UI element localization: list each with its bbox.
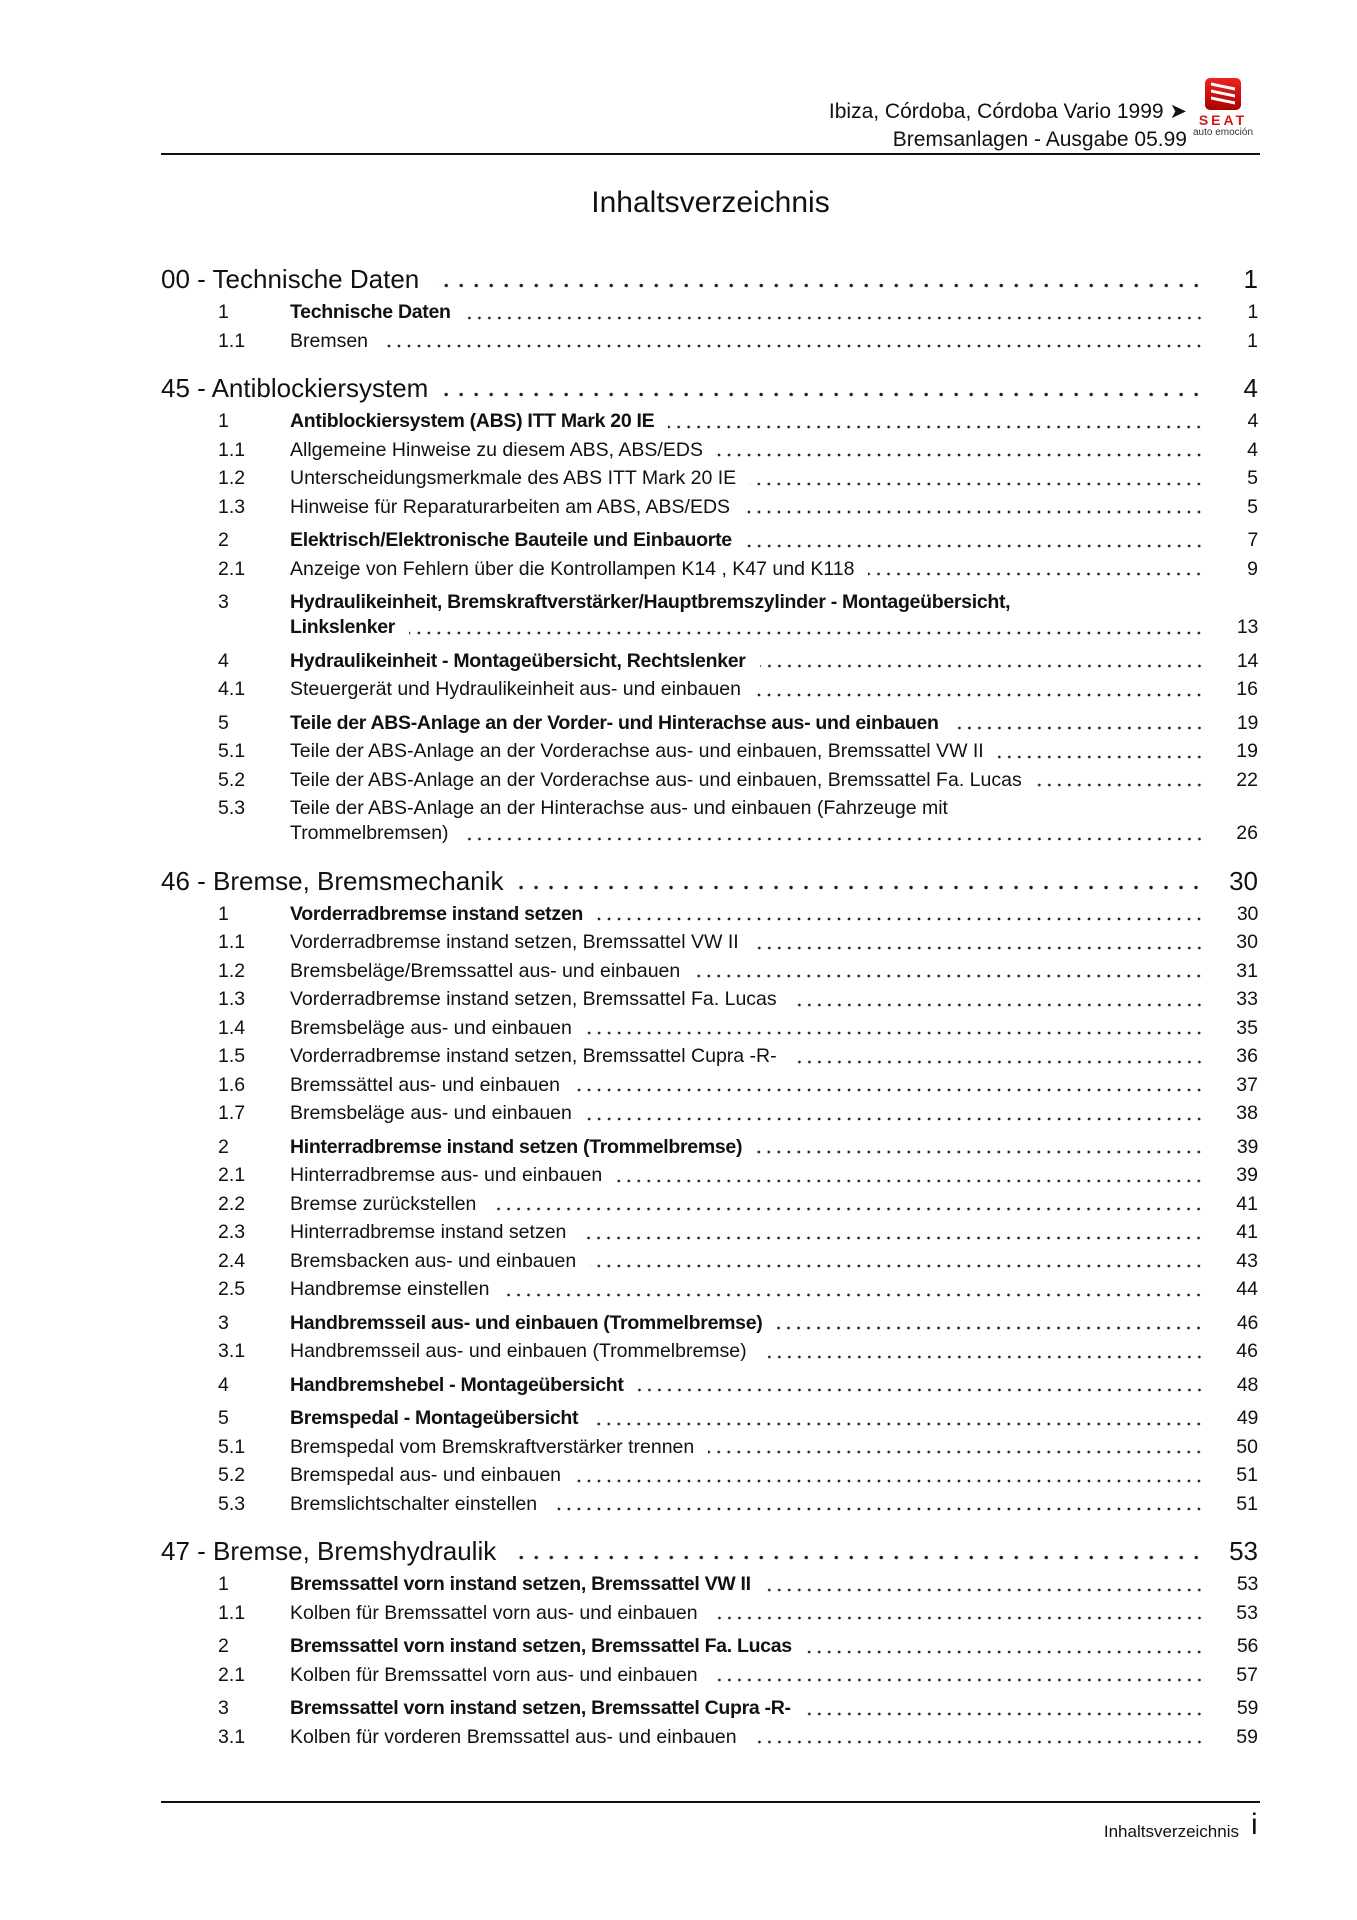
entry-number: 1	[218, 902, 229, 925]
entry-text: Kolben für Bremssattel vorn aus- und einbauen	[290, 1663, 698, 1686]
toc-entry[interactable]	[161, 766, 1258, 795]
logo-brand: SEAT	[1198, 112, 1248, 128]
toc-entry[interactable]	[161, 1190, 1258, 1219]
entry-page: 39	[1236, 1164, 1258, 1186]
entry-number: 2	[218, 1635, 229, 1657]
entry-text: Technische Daten	[290, 301, 451, 323]
entry-number: 4.1	[218, 678, 246, 700]
dot-leader	[433, 262, 1204, 296]
entry-text: Hinterradbremse instand setzen (Trommelbremse)	[290, 1135, 743, 1158]
toc-entry[interactable]	[161, 900, 1258, 929]
entry-number: 5	[218, 1407, 229, 1429]
toc-entry[interactable]	[161, 794, 1258, 848]
entry-page: 19	[1236, 740, 1258, 762]
dot-leader	[746, 526, 1204, 555]
header-edition-line: Bremsanlagen - Ausgabe 05.99	[892, 128, 1187, 151]
dot-leader	[1036, 766, 1204, 795]
entry-number: 5.1	[218, 1435, 246, 1458]
seat-logo	[1182, 78, 1264, 138]
dot-leader	[575, 1461, 1204, 1490]
dot-leader	[574, 1071, 1204, 1100]
section-title: 46 - Bremse, Bremsmechanik	[161, 865, 504, 896]
entry-page: 51	[1236, 1464, 1258, 1486]
entry-text: Bremse zurückstellen	[290, 1192, 477, 1215]
entry-page: 16	[1236, 678, 1258, 700]
entry-number: 3	[218, 591, 229, 613]
entry-number: 1.2	[218, 467, 246, 489]
dot-leader	[586, 1099, 1204, 1128]
entry-number: 2.3	[218, 1221, 246, 1243]
entry-text: Handbremse einstellen	[290, 1278, 490, 1300]
entry-page: 30	[1236, 902, 1258, 925]
footer-page-number: i	[1251, 1808, 1258, 1841]
dot-leader	[761, 1337, 1204, 1366]
toc-entry[interactable]	[161, 985, 1258, 1014]
entry-page: 53	[1236, 1573, 1258, 1595]
toc-entry[interactable]	[161, 1632, 1258, 1661]
entry-page: 46	[1236, 1340, 1258, 1362]
section-page: 4	[1243, 373, 1258, 403]
entry-text-wrap	[290, 591, 1258, 642]
toc-entry[interactable]	[161, 407, 1258, 436]
entry-text: Handbremshebel - Montageübersicht	[290, 1373, 624, 1396]
dot-leader	[776, 1309, 1204, 1338]
toc-entry[interactable]	[161, 1404, 1258, 1433]
entry-continuation	[290, 613, 1258, 642]
entry-number: 1.1	[218, 1601, 246, 1624]
entry-number: 1.4	[218, 1016, 246, 1039]
header-vehicle-line: Ibiza, Córdoba, Córdoba Vario 1999 ➤	[828, 100, 1187, 123]
entry-number: 2	[218, 1135, 229, 1158]
entry-text: Kolben für vorderen Bremssattel aus- und einbauen	[290, 1725, 737, 1748]
entry-page: 41	[1236, 1192, 1258, 1215]
dot-leader	[409, 613, 1204, 642]
header-rule	[161, 153, 1260, 155]
logo-tagline: auto emoción	[1192, 127, 1254, 138]
dot-leader	[806, 1632, 1204, 1661]
toc-entry[interactable]	[161, 1309, 1258, 1338]
entry-text: Allgemeine Hinweise zu diesem ABS, ABS/EDS	[290, 438, 703, 461]
entry-text: Vorderradbremse instand setzen	[290, 902, 583, 925]
entry-number: 1.1	[218, 931, 246, 953]
entry-number: 3.1	[218, 1725, 246, 1748]
entry-page: 53	[1236, 1601, 1258, 1624]
toc-section-heading[interactable]	[161, 262, 1258, 296]
entry-number: 5.3	[218, 797, 246, 819]
entry-text: Bremslichtschalter einstellen	[290, 1492, 538, 1515]
toc-entry[interactable]	[161, 957, 1258, 986]
entry-text: Bremsbacken aus- und einbauen	[290, 1249, 577, 1272]
entry-number: 5	[218, 711, 229, 734]
entry-text: Teile der ABS-Anlage an der Vorderachse aus- und einbauen, Bremssattel VW II	[290, 740, 984, 762]
toc-entry[interactable]	[161, 493, 1258, 522]
entry-number: 3	[218, 1311, 229, 1334]
entry-page: 14	[1236, 649, 1258, 672]
page-title: Inhaltsverzeichnis	[591, 186, 830, 219]
toc-entry[interactable]	[161, 526, 1258, 555]
dot-leader	[463, 819, 1204, 848]
entry-page: 33	[1236, 988, 1258, 1010]
entry-text: Kolben für Bremssattel vorn aus- und einbauen	[290, 1601, 698, 1624]
entry-number: 5.3	[218, 1492, 246, 1515]
entry-text: Vorderradbremse instand setzen, Bremssattel Cupra -R-	[290, 1045, 777, 1067]
toc-entry[interactable]	[161, 647, 1258, 676]
entry-text: Bremsen	[290, 329, 369, 352]
entry-text: Steuergerät und Hydraulikeinheit aus- und einbauen	[290, 678, 741, 700]
entry-text: Teile der ABS-Anlage an der Hinterachse aus- und einbauen (Fahrzeuge mit	[290, 797, 948, 819]
dot-leader	[868, 555, 1204, 584]
entry-text: Bremsbeläge/Bremssattel aus- und einbauen	[290, 959, 681, 982]
section-page: 1	[1243, 264, 1258, 294]
entry-text: Handbremsseil aus- und einbauen (Trommelbremse)	[290, 1311, 763, 1334]
entry-page: 59	[1236, 1697, 1258, 1719]
dot-leader	[490, 1190, 1204, 1219]
toc-entry[interactable]	[161, 709, 1258, 738]
dot-leader	[551, 1490, 1204, 1519]
dot-leader	[750, 464, 1204, 493]
entry-page: 37	[1236, 1073, 1258, 1096]
toc-entry[interactable]	[161, 1337, 1258, 1366]
entry-page: 1	[1247, 301, 1258, 323]
entry-continuation	[290, 819, 1258, 848]
entry-page: 59	[1236, 1725, 1258, 1748]
dot-leader	[953, 709, 1204, 738]
entry-page: 41	[1236, 1221, 1258, 1243]
entry-number: 1.3	[218, 988, 246, 1010]
entry-number: 5.1	[218, 740, 246, 762]
entry-text-continued: Linkslenker	[290, 616, 396, 638]
toc-entry[interactable]	[161, 298, 1258, 327]
dot-leader	[638, 1371, 1204, 1400]
toc-section-heading[interactable]	[161, 371, 1258, 405]
section-title: 47 - Bremse, Bremshydraulik	[161, 1536, 497, 1566]
entry-text: Anzeige von Fehlern über die Kontrollampen K14 , K47 und K118	[290, 557, 855, 580]
dot-leader	[597, 900, 1204, 929]
toc-entry[interactable]	[161, 1133, 1258, 1162]
section-title: 45 - Antiblockiersystem	[161, 373, 429, 403]
dot-leader	[590, 1247, 1204, 1276]
entry-page: 46	[1236, 1311, 1258, 1334]
toc-entry[interactable]	[161, 1371, 1258, 1400]
toc-entry[interactable]	[161, 327, 1258, 356]
dot-leader	[753, 928, 1204, 957]
entry-text: Teile der ABS-Anlage an der Vorder- und Hinterachse aus- und einbauen	[290, 711, 939, 734]
entry-page: 19	[1236, 711, 1258, 734]
dot-leader	[694, 957, 1204, 986]
section-page: 30	[1229, 865, 1258, 896]
table-of-contents	[161, 262, 1258, 1751]
entry-number: 1.6	[218, 1073, 246, 1096]
dot-leader	[717, 436, 1204, 465]
dot-leader	[791, 985, 1204, 1014]
dot-leader	[442, 371, 1204, 405]
entry-page: 43	[1236, 1249, 1258, 1272]
entry-page: 36	[1236, 1045, 1258, 1067]
entry-text: Teile der ABS-Anlage an der Vorderachse aus- und einbauen, Bremssattel Fa. Lucas	[290, 768, 1022, 791]
dot-leader	[517, 864, 1204, 898]
dot-leader	[791, 1042, 1204, 1071]
entry-page: 31	[1236, 959, 1258, 982]
entry-page: 49	[1236, 1407, 1258, 1429]
entry-text: Hydraulikeinheit - Montageübersicht, Rechtslenker	[290, 649, 746, 672]
entry-page: 50	[1236, 1435, 1258, 1458]
entry-text: Elektrisch/Elektronische Bauteile und Einbauorte	[290, 529, 732, 551]
entry-text: Vorderradbremse instand setzen, Bremssattel VW II	[290, 931, 739, 953]
entry-number: 2.5	[218, 1278, 246, 1300]
entry-page: 22	[1236, 768, 1258, 791]
entry-text: Bremspedal aus- und einbauen	[290, 1464, 562, 1486]
entry-number: 5.2	[218, 1464, 246, 1486]
entry-text: Hinweise für Reparaturarbeiten am ABS, ABS/EDS	[290, 495, 731, 518]
entry-text: Bremsbeläge aus- und einbauen	[290, 1016, 572, 1039]
toc-entry[interactable]	[161, 1599, 1258, 1628]
entry-number: 1.5	[218, 1045, 246, 1067]
entry-number: 1	[218, 410, 229, 432]
entry-text: Antiblockiersystem (ABS) ITT Mark 20 IE	[290, 410, 655, 432]
entry-text-continued: Trommelbremsen)	[290, 822, 449, 844]
entry-number: 2.1	[218, 557, 246, 580]
entry-text: Unterscheidungsmerkmale des ABS ITT Mark 20 IE	[290, 467, 737, 489]
dot-leader	[580, 1218, 1204, 1247]
entry-number: 4	[218, 1373, 229, 1396]
entry-page: 5	[1247, 495, 1258, 518]
section-page: 53	[1229, 1536, 1258, 1566]
toc-entry[interactable]	[161, 1490, 1258, 1519]
dot-leader	[668, 407, 1204, 436]
entry-text: Handbremsseil aus- und einbauen (Trommelbremse)	[290, 1340, 747, 1362]
entry-page: 4	[1247, 438, 1258, 461]
toc-entry[interactable]	[161, 1433, 1258, 1462]
entry-page: 35	[1236, 1016, 1258, 1039]
dot-leader	[712, 1599, 1204, 1628]
toc-entry[interactable]	[161, 1247, 1258, 1276]
seat-emblem-icon	[1205, 78, 1241, 110]
toc-section-heading[interactable]	[161, 1534, 1258, 1568]
toc-entry[interactable]	[161, 737, 1258, 766]
entry-page: 51	[1236, 1492, 1258, 1515]
toc-entry[interactable]	[161, 555, 1258, 584]
entry-text-wrap	[290, 797, 1258, 848]
entry-text: Hydraulikeinheit, Bremskraftverstärker/Hauptbremszylinder - Montageübersicht,	[290, 591, 1011, 613]
dot-leader	[751, 1723, 1204, 1752]
entry-number: 2.1	[218, 1663, 246, 1686]
entry-number: 1.1	[218, 438, 246, 461]
entry-page: 30	[1236, 931, 1258, 953]
entry-page: 1	[1247, 329, 1258, 352]
dot-leader	[592, 1404, 1204, 1433]
dot-leader	[998, 737, 1204, 766]
toc-entry[interactable]	[161, 1014, 1258, 1043]
toc-entry[interactable]	[161, 464, 1258, 493]
toc-entry[interactable]	[161, 1161, 1258, 1190]
entry-page: 13	[1236, 616, 1258, 638]
entry-number: 1.2	[218, 959, 246, 982]
entry-text: Bremspedal vom Bremskraftverstärker trennen	[290, 1435, 695, 1458]
entry-page: 26	[1236, 822, 1258, 844]
entry-number: 1.1	[218, 329, 246, 352]
entry-page: 48	[1236, 1373, 1258, 1396]
entry-text: Bremssattel vorn instand setzen, Bremssattel Fa. Lucas	[290, 1635, 792, 1657]
entry-text: Bremsbeläge aus- und einbauen	[290, 1102, 572, 1124]
dot-leader	[805, 1694, 1204, 1723]
entry-number: 1	[218, 1573, 229, 1595]
dot-leader	[708, 1433, 1204, 1462]
toc-entry[interactable]	[161, 675, 1258, 704]
entry-number: 2.1	[218, 1164, 246, 1186]
entry-text: Bremssattel vorn instand setzen, Bremssattel VW II	[290, 1573, 751, 1595]
entry-page: 38	[1236, 1102, 1258, 1124]
entry-text: Hinterradbremse aus- und einbauen	[290, 1164, 603, 1186]
dot-leader	[712, 1661, 1204, 1690]
entry-text: Bremssattel vorn instand setzen, Bremssattel Cupra -R-	[290, 1697, 791, 1719]
entry-page: 44	[1236, 1278, 1258, 1300]
document-header	[829, 98, 1187, 154]
dot-leader	[755, 675, 1204, 704]
dot-leader	[382, 327, 1204, 356]
dot-leader	[503, 1275, 1204, 1304]
toc-entry[interactable]	[161, 1461, 1258, 1490]
dot-leader	[465, 298, 1204, 327]
entry-text: Bremspedal - Montageübersicht	[290, 1407, 579, 1429]
toc-entry[interactable]	[161, 1099, 1258, 1128]
entry-page: 57	[1236, 1663, 1258, 1686]
toc-entry[interactable]	[161, 928, 1258, 957]
entry-number: 2	[218, 529, 229, 551]
toc-entry[interactable]	[161, 1661, 1258, 1690]
dot-leader	[586, 1014, 1204, 1043]
toc-entry[interactable]	[161, 588, 1258, 642]
entry-page: 9	[1247, 557, 1258, 580]
toc-section-heading[interactable]	[161, 864, 1258, 898]
toc-entry[interactable]	[161, 1694, 1258, 1723]
dot-leader	[760, 647, 1204, 676]
toc-entry[interactable]	[161, 1042, 1258, 1071]
footer-rule	[161, 1801, 1260, 1803]
toc-entry[interactable]	[161, 436, 1258, 465]
toc-entry[interactable]	[161, 1723, 1258, 1752]
section-title: 00 - Technische Daten	[161, 264, 420, 294]
toc-entry[interactable]	[161, 1570, 1258, 1599]
entry-number: 3.1	[218, 1340, 246, 1362]
toc-entry[interactable]	[161, 1275, 1258, 1304]
entry-text: Bremssättel aus- und einbauen	[290, 1073, 560, 1096]
dot-leader	[756, 1133, 1204, 1162]
entry-number: 2.4	[218, 1249, 246, 1272]
toc-entry[interactable]	[161, 1071, 1258, 1100]
entry-number: 1.7	[218, 1102, 246, 1124]
entry-number: 1.3	[218, 495, 246, 518]
footer-label: Inhaltsverzeichnis	[1103, 1822, 1239, 1841]
entry-text: Vorderradbremse instand setzen, Bremssattel Fa. Lucas	[290, 988, 777, 1010]
entry-number: 2.2	[218, 1192, 246, 1215]
entry-page: 56	[1236, 1635, 1258, 1657]
entry-page: 4	[1247, 410, 1258, 432]
toc-entry[interactable]	[161, 1218, 1258, 1247]
dot-leader	[744, 493, 1204, 522]
entry-number: 1	[218, 301, 229, 323]
entry-page: 39	[1236, 1135, 1258, 1158]
dot-leader	[510, 1534, 1204, 1568]
dot-leader	[616, 1161, 1204, 1190]
entry-number: 4	[218, 649, 229, 672]
entry-page: 7	[1247, 529, 1258, 551]
entry-number: 3	[218, 1697, 229, 1719]
entry-page: 5	[1247, 467, 1258, 489]
entry-number: 5.2	[218, 768, 246, 791]
entry-text: Hinterradbremse instand setzen	[290, 1221, 567, 1243]
dot-leader	[765, 1570, 1204, 1599]
